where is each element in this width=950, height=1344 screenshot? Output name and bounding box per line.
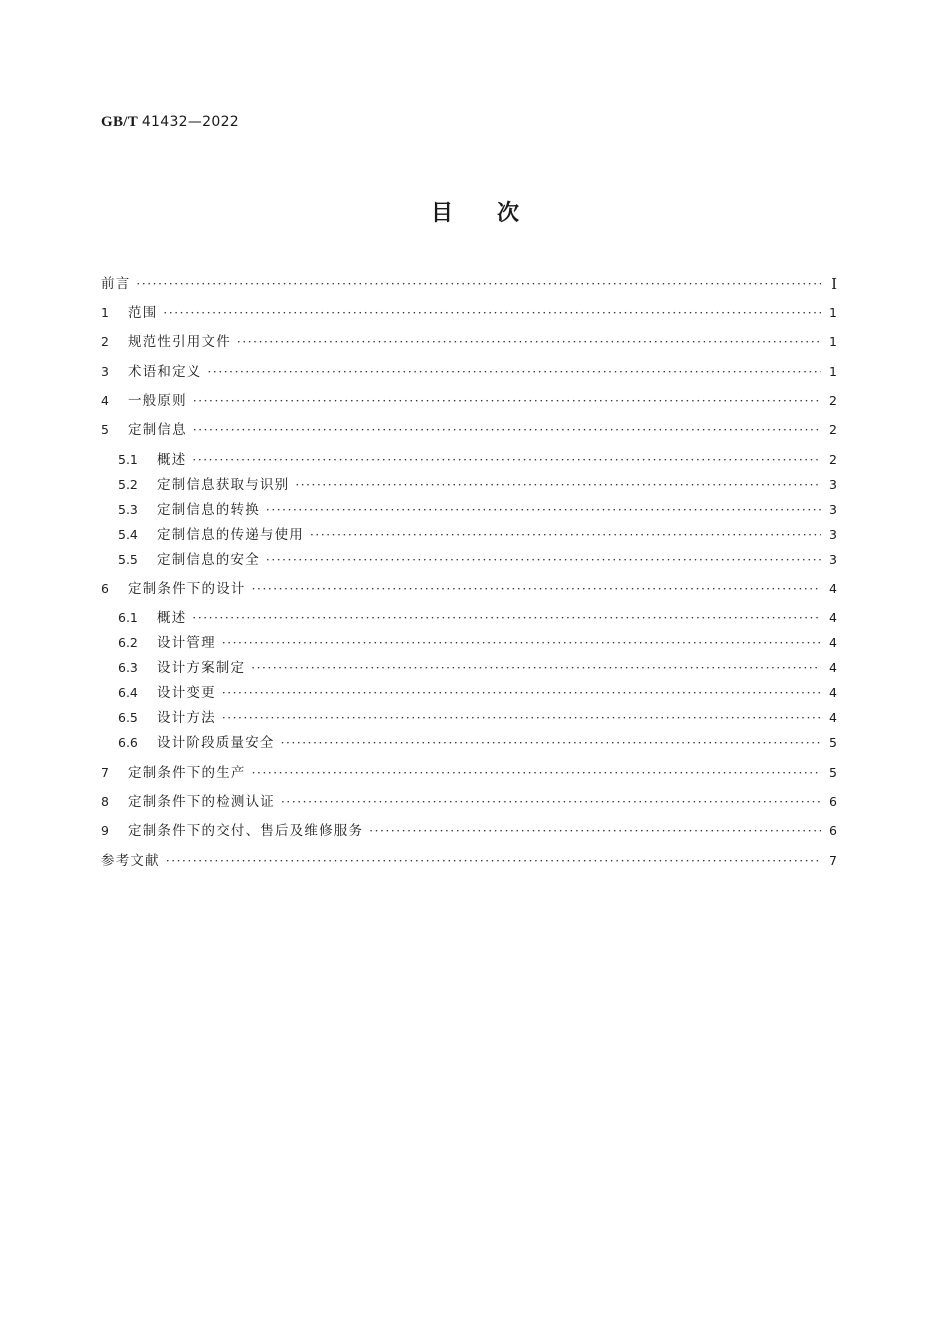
toc-entry-page: 4 bbox=[829, 710, 837, 725]
toc-entry-number: 6.3 bbox=[118, 660, 138, 675]
toc-leader-dots bbox=[193, 418, 821, 442]
toc-leader-dots bbox=[251, 656, 821, 680]
toc-entry-label: 设计管理 bbox=[157, 635, 216, 651]
toc-entry[interactable] bbox=[101, 389, 837, 413]
toc-entry-number: 6.5 bbox=[118, 710, 138, 725]
toc-entry-label: 参考文献 bbox=[101, 853, 160, 869]
toc-entry-page: 7 bbox=[829, 853, 837, 868]
toc-entry-page: 1 bbox=[829, 305, 837, 320]
toc-leader-dots bbox=[281, 790, 821, 814]
toc-entry[interactable] bbox=[101, 761, 837, 785]
toc-entry[interactable] bbox=[101, 681, 837, 705]
toc-leader-dots bbox=[295, 473, 821, 497]
toc-entry-number: 6 bbox=[101, 581, 109, 596]
toc-entry-number: 3 bbox=[101, 364, 109, 379]
toc-entry-number: 5.2 bbox=[118, 477, 138, 492]
toc-entry-number: 5.5 bbox=[118, 552, 138, 567]
toc-entry[interactable] bbox=[101, 301, 837, 325]
toc-entry[interactable] bbox=[101, 330, 837, 354]
toc-entry-number: 5.4 bbox=[118, 527, 138, 542]
toc-leader-dots bbox=[252, 577, 821, 601]
toc-entry-label: 概述 bbox=[157, 610, 187, 626]
toc-entry-label: 术语和定义 bbox=[128, 364, 202, 380]
toc-entry-label: 定制信息 bbox=[128, 422, 187, 438]
toc-leader-dots bbox=[208, 360, 822, 384]
toc-entry-page: 3 bbox=[829, 527, 837, 542]
toc-entry-page: 3 bbox=[829, 552, 837, 567]
toc-entry[interactable] bbox=[101, 523, 837, 547]
toc-entry-number: 1 bbox=[101, 305, 109, 320]
toc-entry[interactable] bbox=[101, 548, 837, 572]
toc-entry-page: I bbox=[831, 275, 837, 293]
toc-leader-dots bbox=[237, 330, 821, 354]
toc-title bbox=[0, 196, 950, 227]
toc-entry-label: 规范性引用文件 bbox=[128, 334, 231, 350]
toc-entry-number: 6.1 bbox=[118, 610, 138, 625]
toc-entry-page: 1 bbox=[829, 364, 837, 379]
toc-entry-number: 5.1 bbox=[118, 452, 138, 467]
toc-leader-dots bbox=[222, 681, 821, 705]
toc-entry-page: 2 bbox=[829, 452, 837, 467]
toc-entry-page: 3 bbox=[829, 477, 837, 492]
toc-entry[interactable] bbox=[101, 790, 837, 814]
toc-entry-number: 5 bbox=[101, 422, 109, 437]
toc-leader-dots bbox=[192, 448, 821, 472]
toc-entry-number: 6.6 bbox=[118, 735, 138, 750]
toc-leader-dots bbox=[252, 761, 821, 785]
toc-entry-page: 5 bbox=[829, 735, 837, 750]
toc-entry-label: 概述 bbox=[157, 452, 187, 468]
toc-entry-label: 范围 bbox=[128, 305, 158, 321]
toc-leader-dots bbox=[222, 706, 821, 730]
toc-entry[interactable] bbox=[101, 448, 837, 472]
toc-entry[interactable] bbox=[101, 577, 837, 601]
standard-number: 41432—2022 bbox=[141, 114, 240, 130]
toc-entry-label: 定制条件下的设计 bbox=[128, 581, 246, 597]
toc-entry-label: 设计阶段质量安全 bbox=[157, 735, 275, 751]
toc-entry[interactable] bbox=[101, 418, 837, 442]
toc-entry-page: 4 bbox=[829, 635, 837, 650]
toc-entry-label: 定制信息的安全 bbox=[157, 552, 260, 568]
standard-code bbox=[101, 114, 239, 131]
toc-entry[interactable] bbox=[101, 849, 837, 873]
toc-entry[interactable] bbox=[101, 606, 837, 630]
toc-leader-dots bbox=[266, 548, 821, 572]
toc-leader-dots bbox=[222, 631, 821, 655]
toc-entry[interactable] bbox=[101, 631, 837, 655]
toc-entry-page: 2 bbox=[829, 422, 837, 437]
toc-leader-dots bbox=[192, 606, 821, 630]
toc-entry-label: 设计变更 bbox=[157, 685, 216, 701]
toc-leader-dots bbox=[310, 523, 821, 547]
toc-entry-label: 定制条件下的生产 bbox=[128, 765, 246, 781]
toc-leader-dots bbox=[193, 389, 821, 413]
toc-entry-number: 4 bbox=[101, 393, 109, 408]
toc-entry-page: 2 bbox=[829, 393, 837, 408]
toc-entry[interactable] bbox=[101, 819, 837, 843]
toc-entry-page: 5 bbox=[829, 765, 837, 780]
toc-entry-page: 3 bbox=[829, 502, 837, 517]
toc-entry[interactable] bbox=[101, 656, 837, 680]
toc-title-char-2: 次 bbox=[497, 201, 520, 226]
toc-leader-dots bbox=[369, 819, 821, 843]
toc-entry[interactable] bbox=[101, 360, 837, 384]
toc-entry-label: 一般原则 bbox=[128, 393, 187, 409]
toc-entry-page: 4 bbox=[829, 685, 837, 700]
toc-entry-label: 设计方案制定 bbox=[157, 660, 246, 676]
toc-entry-number: 5.3 bbox=[118, 502, 138, 517]
toc-title-char-1: 目 bbox=[430, 201, 453, 226]
toc-entry[interactable] bbox=[101, 498, 837, 522]
toc-entry[interactable] bbox=[101, 731, 837, 755]
toc-entry-number: 6.4 bbox=[118, 685, 138, 700]
toc-entry[interactable] bbox=[101, 706, 837, 730]
toc-entry-page: 4 bbox=[829, 581, 837, 596]
toc-entry-label: 定制信息的转换 bbox=[157, 502, 260, 518]
toc-entry-number: 9 bbox=[101, 823, 109, 838]
toc-leader-dots bbox=[166, 849, 821, 873]
toc-entry-number: 7 bbox=[101, 765, 109, 780]
toc-entry-page: 4 bbox=[829, 610, 837, 625]
toc-entry-label: 定制条件下的检测认证 bbox=[128, 794, 275, 810]
toc-entry-label: 定制条件下的交付、售后及维修服务 bbox=[128, 823, 364, 839]
toc-entry-number: 6.2 bbox=[118, 635, 138, 650]
toc-leader-dots bbox=[266, 498, 821, 522]
toc-entry-number: 8 bbox=[101, 794, 109, 809]
toc-entry-page: 1 bbox=[829, 334, 837, 349]
toc-entry-label: 定制信息的传递与使用 bbox=[157, 527, 304, 543]
toc-entry[interactable] bbox=[101, 473, 837, 497]
toc-leader-dots bbox=[163, 301, 821, 325]
toc-entry-label: 前言 bbox=[101, 276, 131, 292]
standard-prefix: GB/T bbox=[101, 114, 138, 130]
toc-leader-dots bbox=[136, 272, 821, 296]
toc-entry-label: 设计方法 bbox=[157, 710, 216, 726]
toc-entry-page: 6 bbox=[829, 823, 837, 838]
toc-leader-dots bbox=[281, 731, 821, 755]
toc-entry[interactable] bbox=[101, 272, 837, 296]
toc-entry-number: 2 bbox=[101, 334, 109, 349]
toc-entry-label: 定制信息获取与识别 bbox=[157, 477, 290, 493]
toc-entry-page: 4 bbox=[829, 660, 837, 675]
toc-entry-page: 6 bbox=[829, 794, 837, 809]
